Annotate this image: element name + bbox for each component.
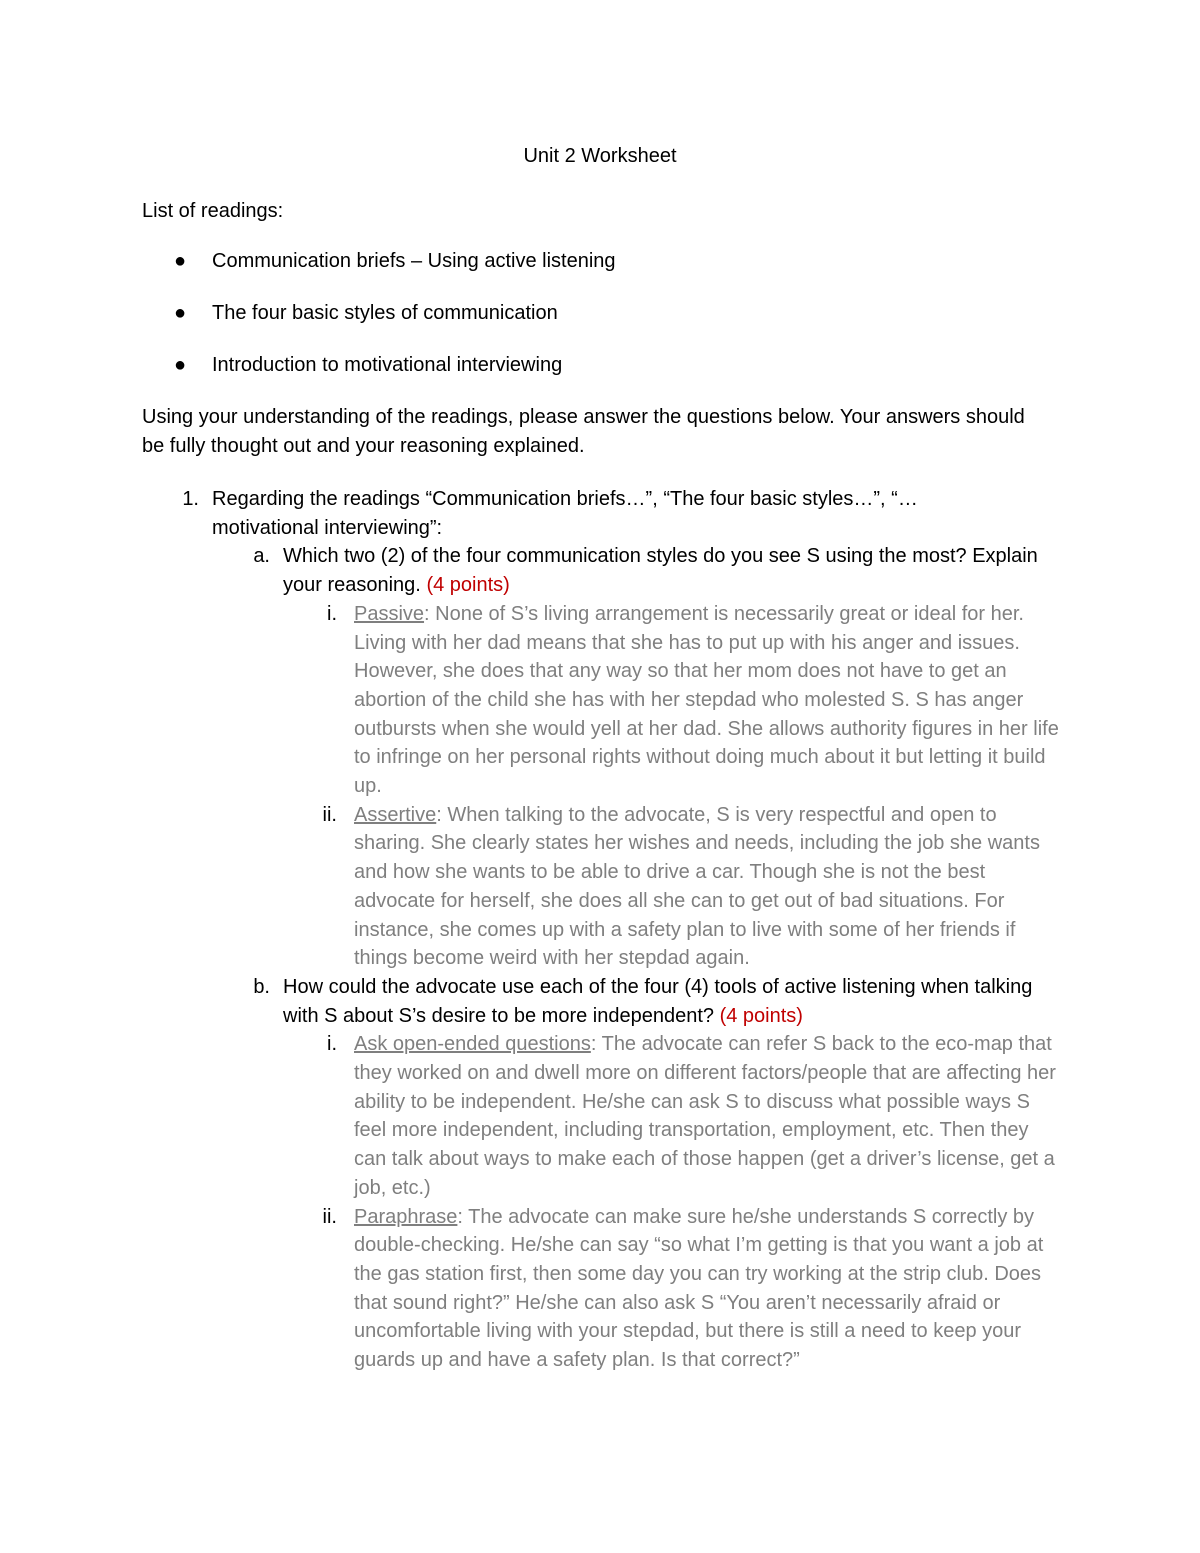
question-1: [142, 485, 1072, 1375]
bullet-icon: ●: [174, 302, 187, 324]
question-1b: [142, 973, 1072, 1030]
answer-text: Ask open-ended questions: The advocate can refer S back to the eco-map that they worked on and dwell more on different factors/people that are affecting her ability to be independent. He/she can ask S to discuss what possible ways S feel more independent, including transportation, employment, etc. Then they can talk about ways to make each of those happen (get a driver’s license, get a job, etc.): [354, 1033, 1056, 1199]
sub-question-letter: b.: [253, 975, 270, 998]
points-badge: (4 points): [426, 574, 510, 597]
answer-1a-ii: [142, 801, 1072, 973]
question-1-text: Regarding the readings “Communication briefs…”, “The four basic styles…”, “… motivational interviewing”:: [212, 488, 918, 539]
answer-text: Assertive: When talking to the advocate, S is very respectful and open to sharing. She clearly states her wishes and needs, including the job she wants and how she wants to be able to drive a car. Though she is not the best advocate for herself, she does all she can to get out of bad situations. For instance, she comes up with a safety plan to live with some of her friends if things become weird with her stepdad again.: [354, 803, 1040, 970]
readings-heading: List of readings:: [142, 200, 284, 222]
question-1b-text: How could the advocate use each of the four (4) tools of active listening when talking with S about S’s desire to be more independent? (4 points): [283, 975, 1033, 1027]
points-badge: (4 points): [719, 1004, 803, 1027]
question-1-stem: [142, 485, 1072, 542]
answer-1b-i: [142, 1030, 1072, 1202]
answer-text: Paraphrase: The advocate can make sure he/she understands S correctly by double-checking. He/she can say “so what I’m getting is that you want a job at the gas station first, then some day you can try working at the strip club. Does that sound right?” He/she can also ask S “You aren’t necessarily afraid or uncomfortable living with your stepdad, but there is still a need to keep your guards up and have a safety plan. Is that correct?”: [354, 1205, 1044, 1372]
answer-text: Passive: None of S’s living arrangement is necessarily great or ideal for her. Living with her dad means that she has to put up with his anger and issues. However, she does that any way so that her mom does not have to get an abortion of the child she has with her stepdad who molested S. S has anger outbursts when she would yell at her dad. She allows authority figures in her life to infringe on her personal rights without doing much about it but letting it build up.: [354, 602, 1059, 798]
answer-term: Ask open-ended questions: [354, 1033, 591, 1056]
question-1a-text: Which two (2) of the four communication styles do you see S using the most? Explain your reasoning. (4 points): [283, 545, 1038, 597]
answer-term: Passive: [354, 602, 425, 625]
answer-1b-ii: [142, 1203, 1072, 1375]
answer-term: Paraphrase: [354, 1205, 458, 1228]
answer-term: Assertive: [354, 803, 437, 826]
question-1a: [142, 542, 1072, 599]
answer-1a-i: [142, 600, 1072, 801]
bullet-icon: ●: [174, 250, 187, 272]
question-number: 1.: [182, 488, 199, 510]
answer-numeral: ii.: [322, 803, 337, 826]
answer-numeral: i.: [327, 602, 337, 625]
bullet-icon: ●: [174, 354, 187, 376]
answer-numeral: i.: [327, 1033, 337, 1056]
instructions: Using your understanding of the readings, please answer the questions below. Your answers should be fully thought out and your reasoning explained.: [142, 406, 1025, 457]
answer-numeral: ii.: [322, 1205, 337, 1228]
sub-question-letter: a.: [253, 545, 270, 568]
page-title: Unit 2 Worksheet: [523, 145, 677, 167]
